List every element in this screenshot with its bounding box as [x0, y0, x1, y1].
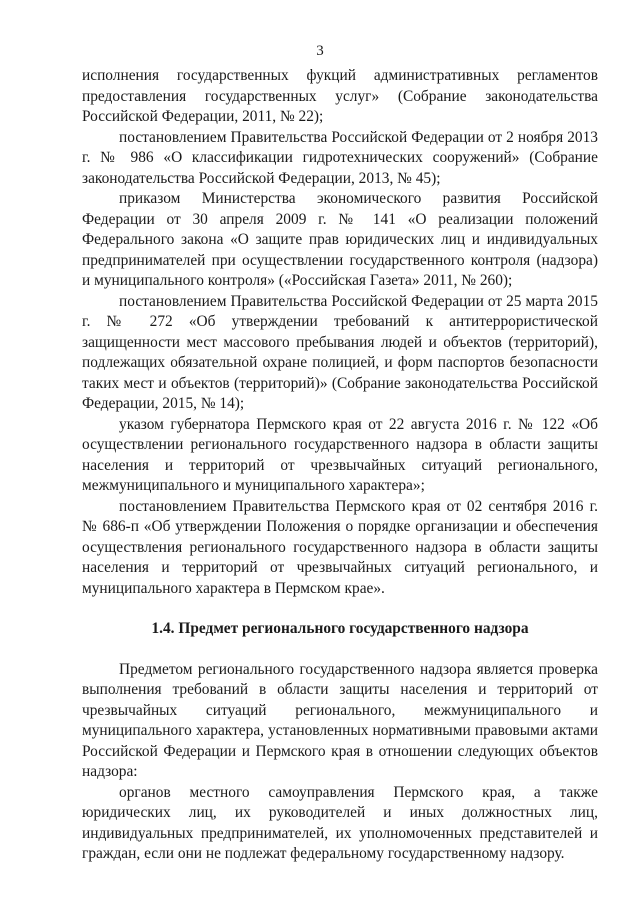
paragraph-supervision-subject: Предметом регионального государственного надзора является проверка выполнения требований в области защиты населения и территорий от чрезвычайных ситуаций регионального, межмуниципального и муниципального характера, установленных нормативными правовыми актами Российской Федерации и Пермского края в отношении следующих объектов надзора: — [82, 660, 598, 780]
paragraph-government-decree-2013: постановлением Правительства Российской Федерации от 2 ноября 2013 г. № 986 «О классификации гидротехнических сооружений» (Собрание законодательства Российской Федерации, 2013, № 45); — [82, 128, 598, 187]
paragraph-supervision-objects: органов местного самоуправления Пермского края, а также юридических лиц, их руководителей и иных должностных лиц, индивидуальных предпринимателей, их уполномоченных представителей и граждан, если они не подлежат федеральному государственному надзору. — [82, 783, 598, 862]
paragraph-ministry-order-2009: приказом Министерства экономического развития Российской Федерации от 30 апреля 2009 г. № 141 «О реализации положений Федерального закона «О защите прав юридических лиц и индивидуальных предпринимателей при осуществлении государственного контроля (надзора) и муниципального контроля» («Российская Газета» 2011, № 260); — [82, 190, 598, 289]
section-heading: 1.4. Предмет регионального государственного надзора — [151, 620, 529, 637]
paragraph-government-decree-2015: постановлением Правительства Российской Федерации от 25 марта 2015 г. № 272 «Об утверждении требований к антитеррористической защищенности мест массового пребывания людей и объектов (территорий), подлежащих обязательной охране полицией, и форм паспортов безопасности таких мест и объектов (территорий)» (Собрание законодательства Российской Федерации, 2015, № 14); — [82, 292, 598, 412]
paragraph-governor-decree-2016: указом губернатора Пермского края от 22 августа 2016 г. № 122 «Об осуществлении регионального государственного надзора в области защиты населения и территорий от чрезвычайных ситуаций регионального, межмуниципального и муниципального характера»; — [82, 415, 598, 494]
paragraph-continuation: исполнения государственных фукций административных регламентов предоставления государственных услуг» (Собрание законодательства Российской Федерации, 2011, № 22); — [82, 67, 598, 125]
document-body — [82, 66, 598, 865]
page-number: 3 — [316, 43, 324, 59]
paragraph-regional-government-decree-2016: постановлением Правительства Пермского края от 02 сентября 2016 г. № 686-п «Об утверждении Положения о порядке организации и обеспечения осуществления регионального государственного надзора в области защиты населения и территорий от чрезвычайных ситуаций регионального, и муниципального характера в Пермском крае». — [82, 497, 598, 597]
